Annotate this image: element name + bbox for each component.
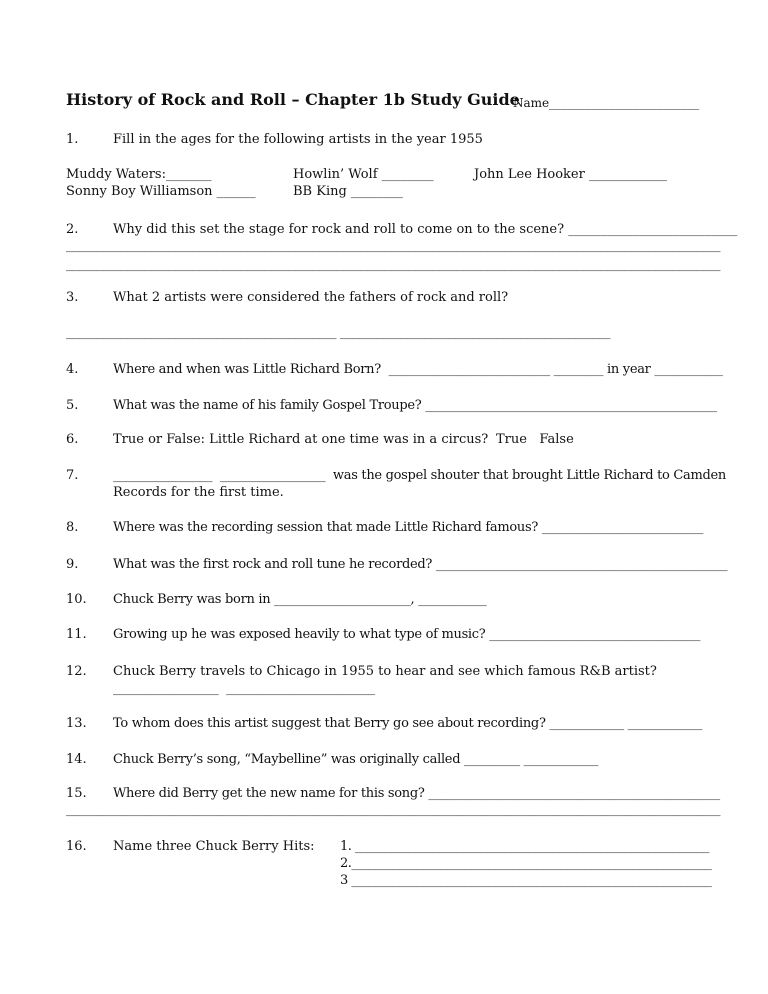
q5-number: 5.: [66, 398, 79, 413]
q9-number: 9.: [66, 557, 79, 572]
q1-bb-king[interactable]: BB King ________: [293, 184, 403, 199]
q10-number: 10.: [66, 592, 87, 607]
q16-hit-3[interactable]: 3 ____________________________________________________________: [340, 873, 712, 888]
q1-text: Fill in the ages for the following artists in the year 1955: [113, 132, 483, 147]
q3-answer-1[interactable]: _____________________________________________: [66, 325, 336, 340]
q14-text[interactable]: Chuck Berry’s song, “Maybelline” was originally called _________ ____________: [113, 752, 599, 767]
q6-text: True or False: Little Richard at one time was in a circus?: [113, 432, 489, 447]
q12-line-1: Chuck Berry travels to Chicago in 1955 to hear and see which famous R&B artist?: [113, 664, 657, 679]
q1-sonny-boy[interactable]: Sonny Boy Williamson ______: [66, 184, 256, 199]
q12-number: 12.: [66, 664, 87, 679]
q1-howlin-wolf[interactable]: Howlin’ Wolf ________: [293, 167, 434, 182]
q4-text[interactable]: Where and when was Little Richard Born? __________________________ ________ in year ___________: [113, 362, 723, 377]
q15-number: 15.: [66, 786, 87, 801]
q11-number: 11.: [66, 627, 87, 642]
q13-number: 13.: [66, 716, 87, 731]
q3-number: 3.: [66, 290, 79, 305]
q2-answer-line-2[interactable]: _____________________________________________________________________________________________________________: [66, 257, 720, 272]
q10-text[interactable]: Chuck Berry was born in ______________________, ___________: [113, 592, 487, 607]
page-title: History of Rock and Roll – Chapter 1b Study Guide: [66, 90, 520, 109]
q1-john-lee-hooker[interactable]: John Lee Hooker ____________: [474, 167, 667, 182]
q2-answer-line-1[interactable]: _____________________________________________________________________________________________________________: [66, 238, 720, 253]
q1-muddy-waters[interactable]: Muddy Waters:_______: [66, 167, 212, 182]
q13-text[interactable]: To whom does this artist suggest that Berry go see about recording? ____________ ____________: [113, 716, 703, 731]
q5-text[interactable]: What was the name of his family Gospel Troupe? _______________________________________________: [113, 398, 717, 413]
q16-number: 16.: [66, 839, 87, 854]
q8-text[interactable]: Where was the recording session that made Little Richard famous? __________________________: [113, 520, 704, 535]
q16-hit-2[interactable]: 2.____________________________________________________________: [340, 856, 712, 871]
q7-line-2: Records for the first time.: [113, 485, 284, 500]
q15-text[interactable]: Where did Berry get the new name for this song? _______________________________________________: [113, 786, 720, 801]
name-field[interactable]: Name_________________________: [513, 96, 700, 110]
q11-text[interactable]: Growing up he was exposed heavily to what type of music? __________________________________: [113, 627, 701, 642]
q6-number: 6.: [66, 432, 79, 447]
q8-number: 8.: [66, 520, 79, 535]
q14-number: 14.: [66, 752, 87, 767]
q7-line-1[interactable]: ________________ _________________ was the gospel shouter that brought Little Richard to Camden: [113, 468, 726, 483]
q3-text: What 2 artists were considered the fathers of rock and roll?: [113, 290, 509, 305]
q16-hit-1[interactable]: 1. ___________________________________________________________: [340, 839, 710, 854]
q12-line-2[interactable]: _________________ ________________________: [113, 681, 375, 696]
q15-answer-line[interactable]: _____________________________________________________________________________________________________________: [66, 802, 720, 817]
q2-text[interactable]: Why did this set the stage for rock and roll to come on to the scene? __________________________: [113, 222, 738, 237]
q1-number: 1.: [66, 132, 79, 147]
q7-number: 7.: [66, 468, 79, 483]
q4-number: 4.: [66, 362, 79, 377]
q2-number: 2.: [66, 222, 79, 237]
q9-text[interactable]: What was the first rock and roll tune he recorded? _______________________________________________: [113, 557, 728, 572]
q3-answer-2[interactable]: _____________________________________________: [340, 325, 610, 340]
q6-true-false[interactable]: True False: [496, 432, 574, 447]
q16-text: Name three Chuck Berry Hits:: [113, 839, 315, 854]
